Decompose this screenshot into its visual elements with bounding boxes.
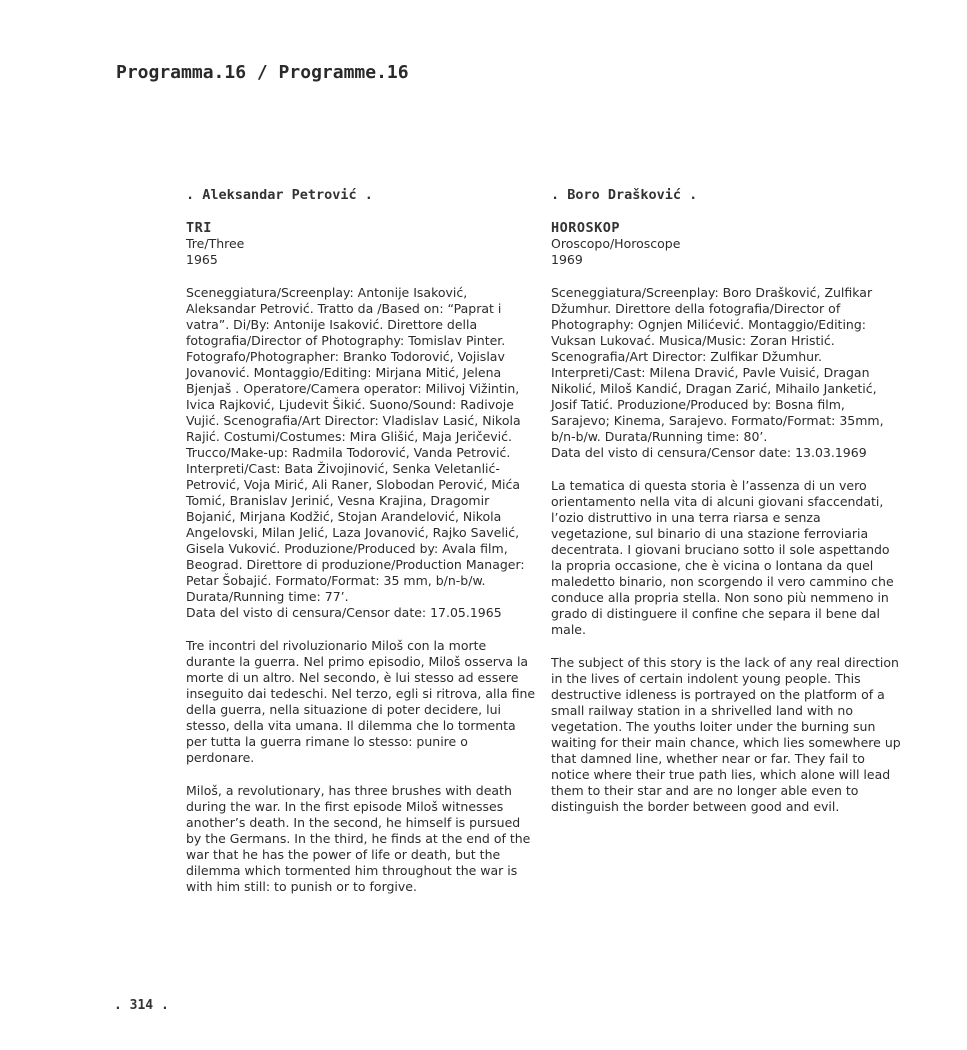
title-block xyxy=(186,220,536,268)
film-title: HOROSKOP xyxy=(551,220,621,236)
censor-date: Data del visto di censura/Censor date: 17.05.1965 xyxy=(186,605,502,620)
film-alt-title: Tre/Three xyxy=(186,236,245,251)
film-title: TRI xyxy=(186,220,212,236)
film-year: 1965 xyxy=(186,252,218,267)
film-credits: Sceneggiatura/Screenplay: Boro Drašković, Zulfikar Džumhur. Direttore della fotografia/Director of Photography: Ognjen Milićević. Montaggio/Editing: Vuksan Lukovać. Musica/Music: Zoran Hristić. Scenografia/Art Director: Zulfikar Džumhur. Interpreti/Cast: Milena Dravić, Pavle Vuisić, Dragan Nikolić, Miloš Kandić, Dragan Zarić, Mihailo Janketić, Josif Tatić. Produzione/Produced by: Bosna film, Sarajevo; Kinema, Sarajevo. Formato/Format: 35mm, b/n-b/w. Durata/Running time: 80’. xyxy=(551,285,884,444)
director-name: . Boro Drašković . xyxy=(551,187,698,203)
page-title: Programma.16 / Programme.16 xyxy=(116,62,409,83)
film-entry-tri xyxy=(186,187,536,895)
synopsis-english: The subject of this story is the lack of any real direction in the lives of certain indolent young people. This destructive idleness is portrayed on the platform of a small railway station in a shrivelled land with no vegetation. The youths loiter under the burning sun waiting for their main chance, which lies somewhere up that damned line, whether near or far. They fail to notice where their true path lies, which alone will lead them to their star and are no longer able even to distinguish the border between good and evil. xyxy=(551,655,901,814)
synopsis-italian: Tre incontri del rivoluzionario Miloš con la morte durante la guerra. Nel primo episodio, Miloš osserva la morte di un altro. Nel secondo, è lui stesso ad essere inseguito dai tedeschi. Nel terzo, egli si ritrova, alla fine della guerra, nella situazione di poter decidere, lui stesso, della vita umana. Il dilemma che lo tormenta per tutta la guerra rimane lo stesso: punire o perdonare. xyxy=(186,638,536,765)
film-year: 1969 xyxy=(551,252,583,267)
synopsis-italian: La tematica di questa storia è l’assenza di un vero orientamento nella vita di alcuni giovani sfaccendati, l’ozio distruttivo in una terra riarsa e senza vegetazione, sul binario di una stazione ferroviaria decentrata. I giovani bruciano sotto il sole aspettando la propria occasione, che è vicina o lontana da quel maledetto binario, non scorgendo il vero cammino che conduce alla propria stella. Non sono più nemmeno in grado di distinguere il confine che separa il bene dal male. xyxy=(551,478,894,637)
film-entry-horoskop xyxy=(551,187,901,815)
censor-date: Data del visto di censura/Censor date: 13.03.1969 xyxy=(551,445,867,460)
page-number: . 314 . xyxy=(114,998,169,1013)
synopsis-english: Miloš, a revolutionary, has three brushes with death during the war. In the first episode Miloš witnesses another’s death. In the second, he himself is pursued by the Germans. In the third, he finds at the end of the war that he has the power of life or death, but the dilemma which tormented him throughout the war is with him still: to punish or to forgive. xyxy=(186,783,531,894)
credits-block xyxy=(186,285,536,621)
title-block xyxy=(551,220,901,268)
director-name: . Aleksandar Petrović . xyxy=(186,187,373,203)
credits-block xyxy=(551,285,901,461)
film-alt-title: Oroscopo/Horoscope xyxy=(551,236,681,251)
film-credits: Sceneggiatura/Screenplay: Antonije Isaković, Aleksandar Petrović. Tratto da /Based on: “Paprat i vatra”. Di/By: Antonije Isaković. Direttore della fotografia/Director of Photography: Tomislav Pinter. Fotografo/Photographer: Branko Todorović, Vojislav Jovanović. Montaggio/Editing: Mirjana Mitić, Jelena Bjenjaš . Operatore/Camera operator: Milivoj Vižintin, Ivica Rajković, Ljudevit Šikić. Suono/Sound: Radivoje Vujić. Scenografia/Art Director: Vladislav Lasić, Nikola Rajić. Costumi/Costumes: Mira Glišić, Maja Jeričević. Trucco/Make-up: Radmila Todorović, Vanda Petrović. Interpreti/Cast: Bata Živojinović, Senka Veletanlić-Petrović, Voja Mirić, Ali Raner, Slobodan Perović, Mića Tomić, Branislav Jerinić, Vesna Krajina, Dragomir Bojanić, Mirjana Kodžić, Stojan Arandelović, Nikola Angelovski, Milan Jelić, Laza Jovanović, Rajko Savelić, Gisela Vuković. Produzione/Produced by: Avala film, Beograd. Direttore di produzione/Production Manager: Petar Šobajić. Formato/Format: 35 mm, b/n-b/w. Durata/Running time: 77’. xyxy=(186,285,525,604)
